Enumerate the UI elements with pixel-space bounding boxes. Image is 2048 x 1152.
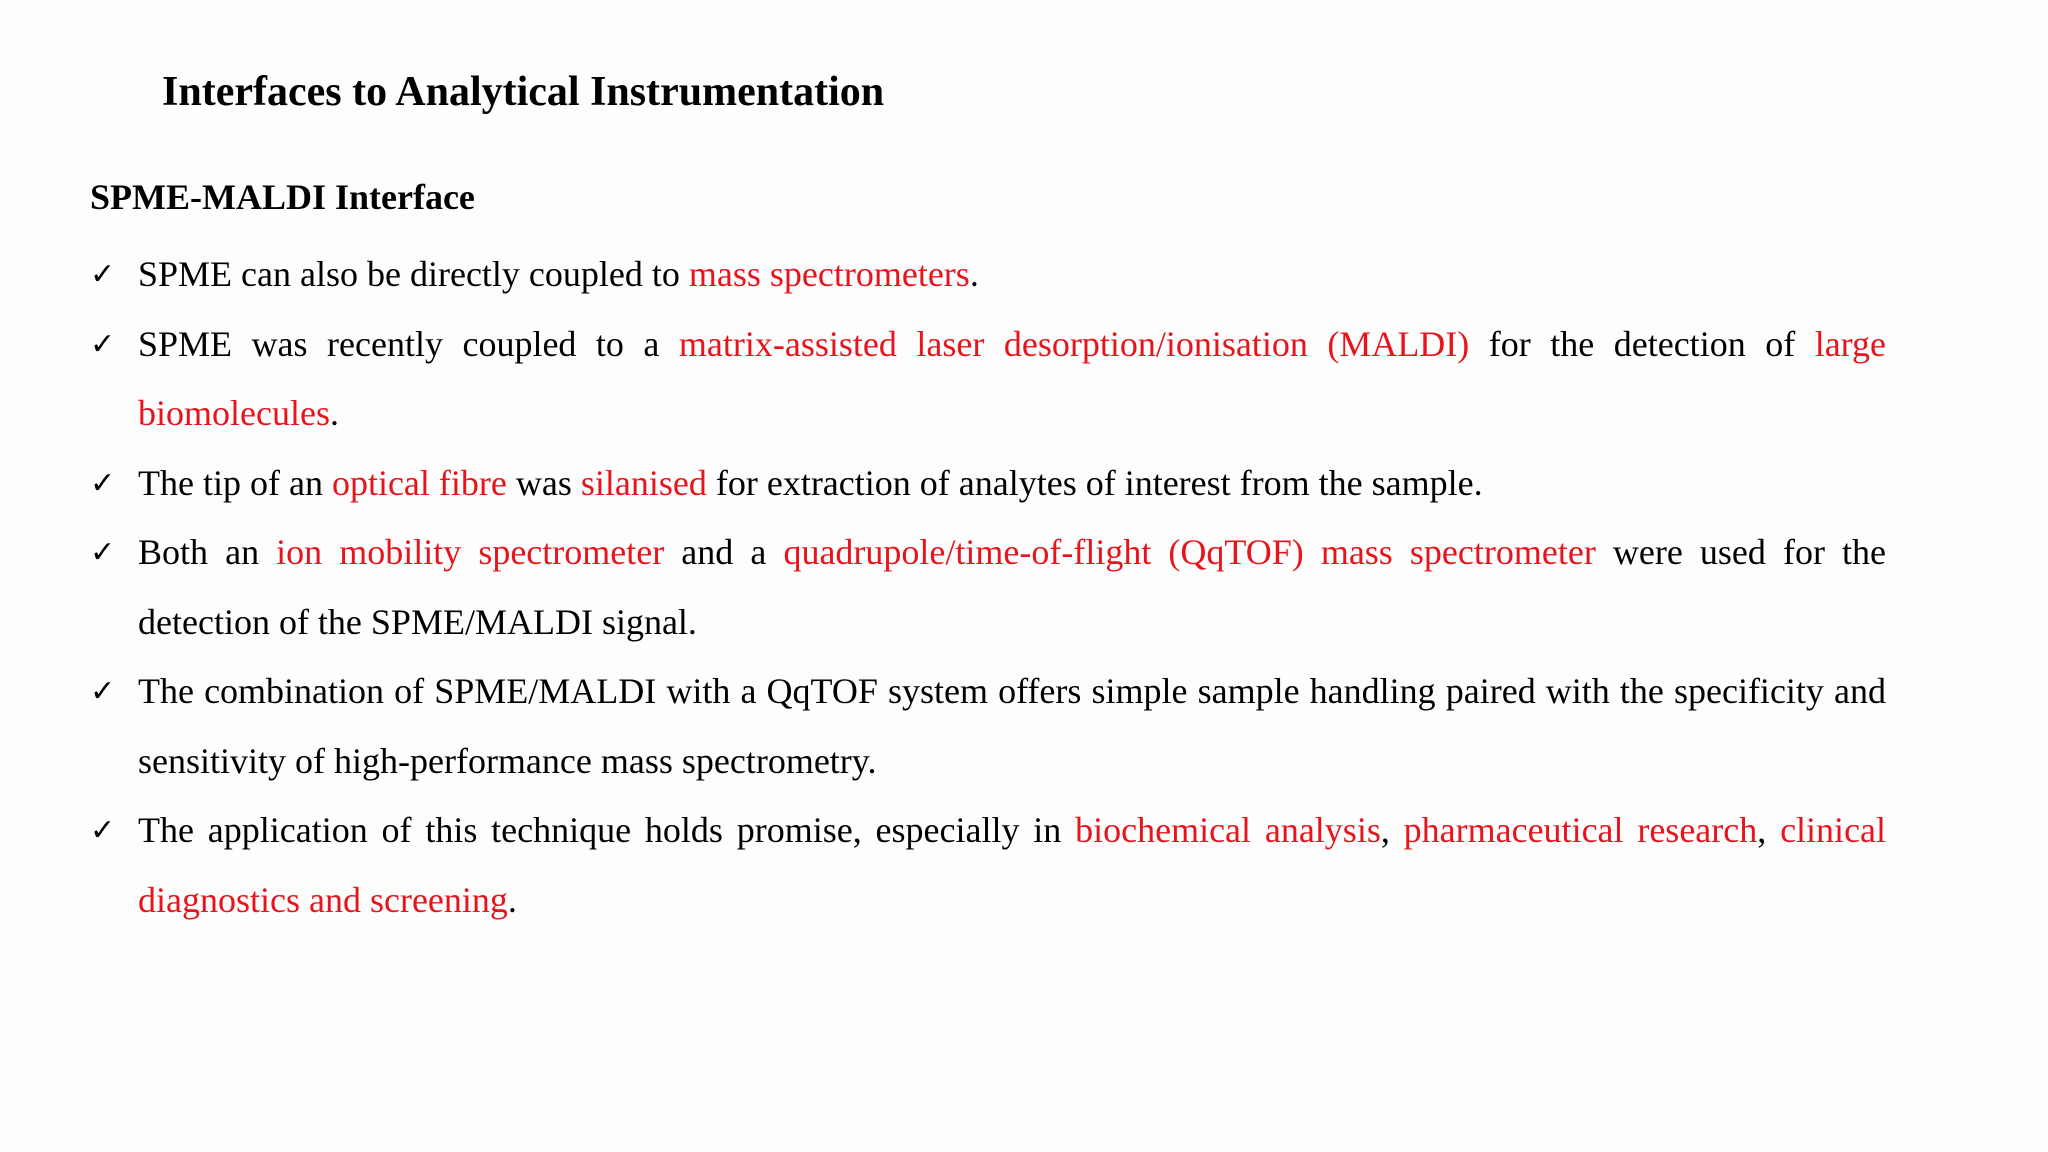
bullet-segment: for extraction of analytes of interest from the sample.	[706, 462, 1483, 503]
check-mark-icon: ✓	[90, 813, 116, 848]
bullet-text	[138, 532, 1886, 642]
bullet-segment: and a	[664, 532, 784, 572]
check-mark-icon: ✓	[90, 257, 116, 292]
bullet-item	[90, 310, 1886, 449]
highlighted-term: ion mobility spectrometer	[276, 532, 665, 572]
bullet-segment: .	[507, 879, 517, 920]
highlighted-term: pharmaceutical research	[1403, 810, 1758, 850]
bullet-text	[138, 810, 1886, 920]
bullet-item	[90, 240, 1886, 310]
bullet-item	[90, 657, 1886, 796]
bullet-segment: was	[506, 462, 581, 503]
highlighted-term: quadrupole/time-of-flight (QqTOF) mass spectrometer	[783, 532, 1596, 572]
bullet-segment: The tip of an	[138, 462, 332, 503]
bullet-segment: The combination of SPME/MALDI with a QqTOF system offers simple sample handling paired with the specificity and sensitivity of high-performance mass spectrometry.	[138, 671, 1886, 781]
bullet-segment: ,	[1380, 810, 1404, 850]
check-mark-icon: ✓	[90, 535, 116, 570]
check-mark-icon: ✓	[90, 326, 116, 362]
highlighted-term: clinical diagnostics and screening	[138, 810, 1887, 920]
bullet-segment: for the detection of	[1469, 323, 1815, 364]
bullet-segment: Both an	[138, 532, 277, 572]
bullet-item	[90, 796, 1886, 935]
highlighted-term: matrix-assisted laser desorption/ionisation (MALDI)	[678, 323, 1470, 364]
highlighted-term: optical fibre	[331, 462, 507, 503]
highlighted-term: biochemical analysis	[1075, 810, 1381, 850]
bullet-list	[90, 240, 1886, 935]
bullet-segment: ,	[1757, 810, 1781, 850]
bullet-text	[138, 463, 1483, 503]
bullet-text	[138, 671, 1886, 781]
highlighted-term: silanised	[580, 462, 707, 503]
highlighted-term: mass spectrometers	[688, 254, 970, 294]
bullet-segment: .	[329, 393, 339, 433]
check-mark-icon: ✓	[90, 674, 116, 709]
bullet-segment: SPME can also be directly coupled to	[138, 254, 689, 294]
bullet-text	[138, 254, 979, 294]
bullet-segment: were used for the detection of the SPME/MALDI signal.	[138, 532, 1887, 642]
check-mark-icon: ✓	[90, 465, 116, 501]
bullet-item	[90, 449, 1886, 519]
bullet-item	[90, 518, 1886, 657]
bullet-segment: SPME was recently coupled to a	[138, 323, 679, 364]
bullet-text	[138, 324, 1886, 434]
slide-title: Interfaces to Analytical Instrumentation	[162, 69, 885, 115]
section-heading: SPME-MALDI Interface	[90, 177, 475, 217]
bullet-segment: .	[969, 254, 979, 294]
highlighted-term: large biomolecules	[138, 323, 1886, 433]
bullet-segment: The application of this technique holds promise, especially in	[138, 810, 1076, 850]
